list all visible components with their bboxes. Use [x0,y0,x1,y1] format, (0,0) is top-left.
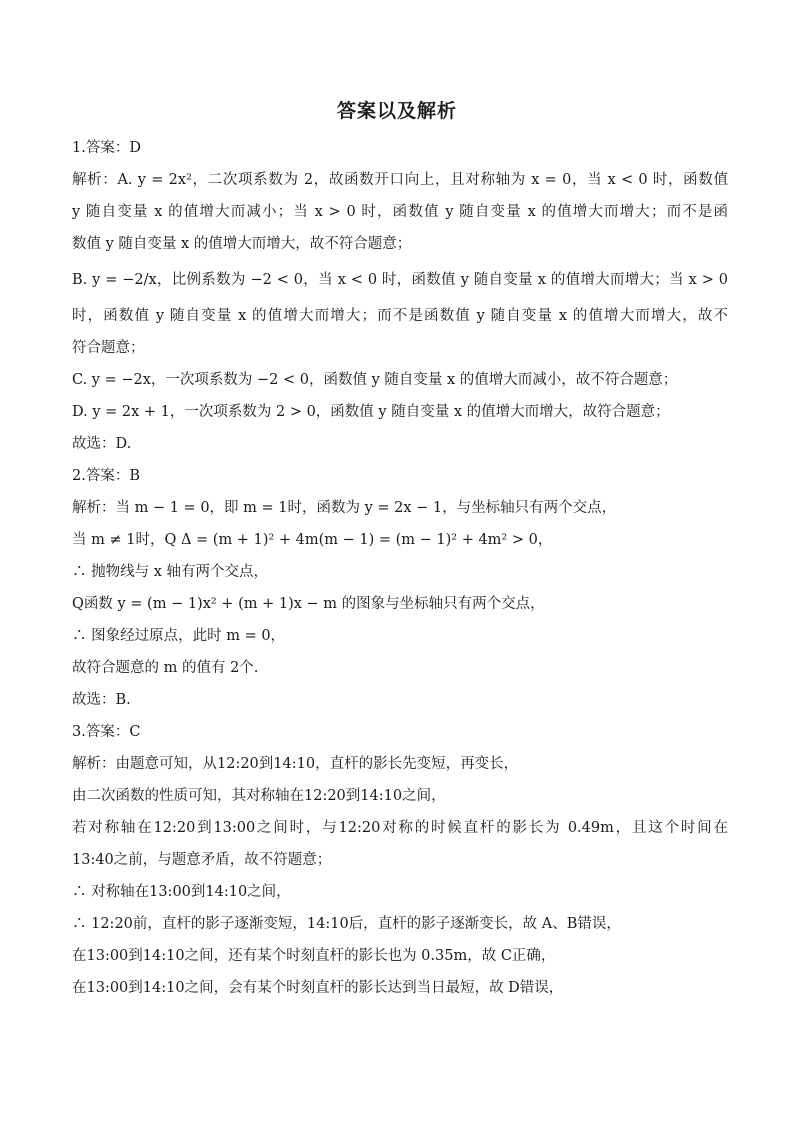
answer-1-analysis-line: D. y = 2x + 1，一次项系数为 2 > 0，函数值 y 随自变量 x 的值增大而增大，故符合题意； [72,404,670,420]
answer-1-analysis-line: C. y = −2x，一次项系数为 −2 < 0，函数值 y 随自变量 x 的值增大而减小，故不符合题意； [72,372,678,388]
answer-1-choice: 故选：D. [72,436,132,452]
answer-1-analysis-line: 符合题意； [72,340,145,356]
answer-1-analysis-line: B. y = −2/x，比例系数为 −2 < 0，当 x < 0 时，函数值 y 随自变量 x 的值增大而增大；当 x > 0 [72,272,728,288]
answer-2-analysis-line: 解析：当 m − 1 = 0，即 m = 1时，函数为 y = 2x − 1，与坐标轴只有两个交点， [72,500,617,516]
answer-3-analysis-line: ∴ 12:20前，直杆的影子逐渐变短，14:10后，直杆的影子逐渐变长，故 A、B错误， [72,916,621,932]
page-title: 答案以及解析 [336,100,457,122]
answer-1-analysis-line: 数值 y 随自变量 x 的值增大而增大，故不符合题意； [72,236,412,252]
answer-2-choice: 故选：B. [72,692,131,708]
answer-1-analysis-line: 时，函数值 y 随自变量 x 的值增大而增大；而不是函数值 y 随自变量 x 的值增大而增大，故不 [72,308,728,324]
answer-1-analysis-line: y 随自变量 x 的值增大而减小；当 x > 0 时，函数值 y 随自变量 x 的值增大而增大；而不是函 [72,204,728,220]
answer-1-heading: 1.答案：D [72,140,141,156]
answer-2-analysis-line: ∴ 抛物线与 x 轴有两个交点， [72,564,269,580]
answer-content [72,132,728,1004]
answer-3-heading: 3.答案：C [72,724,141,740]
answer-3-analysis-line: 在13:00到14:10之间，会有某个时刻直杆的影长达到当日最短，故 D错误， [72,980,564,996]
answer-2-analysis-line: 故符合题意的 m 的值有 2个. [72,660,259,676]
answer-3-analysis-line: 13:40之前，与题意矛盾，故不符题意； [72,852,332,868]
answer-2-analysis-line: Q函数 y = (m − 1)x² + (m + 1)x − m 的图象与坐标轴只有两个交点， [72,596,545,612]
answer-3-analysis-line: 若对称轴在12:20到13:00之间时，与12:20对称的时候直杆的影长为 0.49m，且这个时间在 [72,820,728,836]
answer-2-analysis-line: ∴ 图象经过原点，此时 m = 0， [72,628,286,644]
answer-3-analysis-line: 由二次函数的性质可知，其对称轴在12:20到14:10之间， [72,788,446,804]
answer-2-heading: 2.答案：B [72,468,140,484]
answer-3-analysis-line: 在13:00到14:10之间，还有某个时刻直杆的影长也为 0.35m，故 C正确， [72,948,556,964]
answer-3-analysis-line: ∴ 对称轴在13:00到14:10之间， [72,884,291,900]
answer-3-analysis-line: 解析：由题意可知，从12:20到14:10，直杆的影长先变短，再变长， [72,756,519,772]
answer-1-analysis-line: 解析：A. y = 2x²，二次项系数为 2，故函数开口向上，且对称轴为 x = 0，当 x < 0 时，函数值 [72,172,728,188]
answer-2-analysis-line: 当 m ≠ 1时，Q Δ = (m + 1)² + 4m(m − 1) = (m − 1)² + 4m² > 0， [72,532,553,548]
